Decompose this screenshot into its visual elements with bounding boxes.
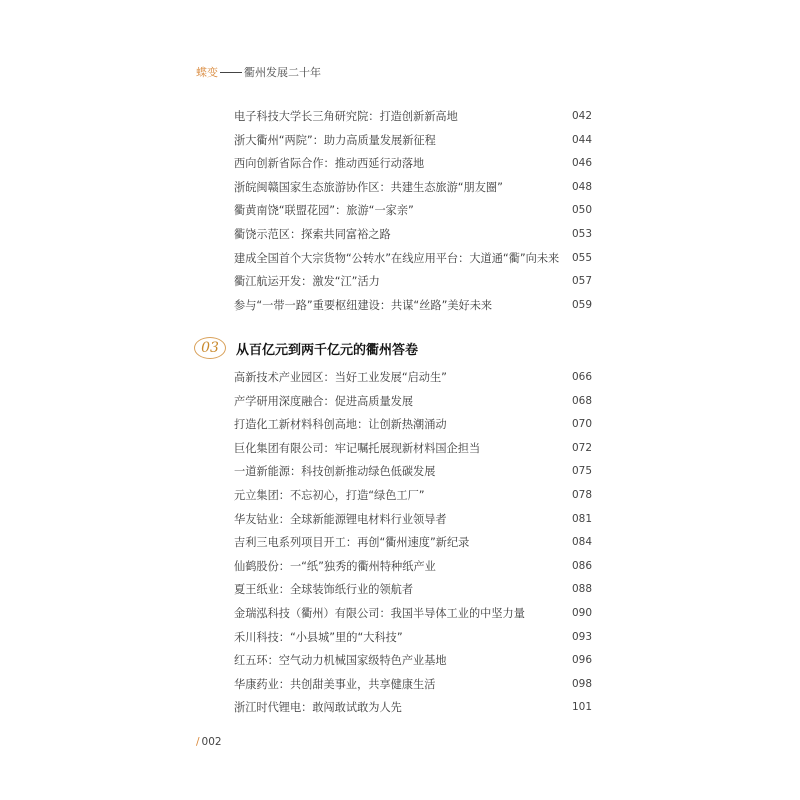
toc-entry-title: 华友钴业：全球新能源锂电材料行业领导者 [234, 512, 447, 526]
toc-entry[interactable] [234, 413, 592, 437]
footer-slash: / [196, 736, 200, 748]
toc-entry-page: 084 [571, 536, 592, 549]
toc-entry-page: 048 [571, 180, 592, 193]
toc-entry[interactable] [234, 152, 592, 176]
toc-entry-title: 巨化集团有限公司：牢记嘱托展现新材料国企担当 [234, 441, 481, 455]
toc-entry-title: 浙皖闽赣国家生态旅游协作区：共建生态旅游“朋友圈” [234, 180, 503, 194]
toc-entry-page: 078 [571, 488, 592, 501]
toc-entry-title: 金瑞泓科技（衢州）有限公司：我国半导体工业的中坚力量 [234, 606, 525, 620]
toc-entry-title: 浙江时代锂电：敢闯敢试敢为人先 [234, 701, 402, 715]
toc-entry-page: 081 [571, 512, 592, 525]
toc-entry-title: 西向创新省际合作：推动西延行动落地 [234, 157, 425, 171]
toc-entry-page: 070 [571, 418, 592, 431]
toc-list-part-b [234, 366, 592, 720]
toc-entry-title: 衢江航运开发：激发“江”活力 [234, 275, 380, 289]
toc-entry-page: 068 [571, 394, 592, 407]
section-title: 从百亿元到两千亿元的衢州答卷 [236, 342, 419, 358]
toc-entry-title: 一道新能源：科技创新推动绿色低碳发展 [234, 465, 436, 479]
toc-entry-page: 066 [571, 371, 592, 383]
toc-list-part-a [234, 105, 592, 317]
toc-entry[interactable] [234, 247, 592, 271]
toc-entry[interactable] [234, 555, 592, 579]
toc-entry-title: 禾川科技：“小县城”里的“大科技” [234, 630, 403, 644]
toc-entry-title: 建成全国首个大宗货物“公转水”在线应用平台：大道通“衢”向未来 [234, 251, 560, 265]
toc-entry-title: 电子科技大学长三角研究院：打造创新新高地 [234, 110, 458, 123]
running-header-accent: 蝶变 [196, 66, 218, 79]
toc-entry[interactable] [234, 105, 592, 129]
toc-entry-page: 098 [571, 677, 592, 690]
toc-entry[interactable] [234, 626, 592, 650]
toc-entry-page: 088 [571, 583, 592, 596]
toc-entry-title: 衢饶示范区：探索共同富裕之路 [234, 227, 391, 241]
toc-entry[interactable] [234, 294, 592, 318]
toc-entry-page: 093 [571, 630, 592, 643]
toc-entry[interactable] [234, 129, 592, 153]
toc-entry-title: 红五环：空气动力机械国家级特色产业基地 [234, 654, 447, 668]
toc-entry-page: 044 [571, 133, 592, 146]
header-dash [220, 72, 242, 73]
toc-entry[interactable] [234, 649, 592, 673]
toc-entry-title: 华康药业：共创甜美事业，共享健康生活 [234, 677, 436, 691]
toc-entry-page: 050 [571, 204, 592, 217]
toc-entry[interactable] [234, 437, 592, 461]
toc-entry-title: 衢黄南饶“联盟花园”：旅游“一家亲” [234, 204, 414, 218]
toc-entry-page: 053 [571, 227, 592, 240]
toc-entry-title: 产学研用深度融合：促进高质量发展 [234, 394, 414, 408]
toc-entry-page: 075 [571, 465, 592, 478]
toc-entry[interactable] [234, 223, 592, 247]
toc-entry-page: 086 [571, 559, 592, 572]
toc-entry[interactable] [234, 531, 592, 555]
toc-entry-page: 101 [571, 701, 592, 714]
toc-entry[interactable] [234, 366, 592, 390]
toc-entry[interactable] [234, 390, 592, 414]
toc-entry[interactable] [234, 270, 592, 294]
toc-entry-page: 055 [571, 251, 592, 264]
toc-entry-title: 仙鹤股份：一“纸”独秀的衢州特种纸产业 [234, 559, 436, 573]
toc-entry[interactable] [234, 508, 592, 532]
toc-entry[interactable] [234, 578, 592, 602]
section-number-badge: 03 [194, 337, 226, 359]
toc-entry-title: 参与“一带一路”重要枢纽建设：共谋“丝路”美好未来 [234, 298, 493, 312]
toc-entry-page: 046 [571, 157, 592, 170]
toc-entry[interactable] [234, 602, 592, 626]
page-footer [196, 736, 222, 748]
toc-entry-page: 090 [571, 606, 592, 619]
running-header-title: 衢州发展二十年 [244, 66, 321, 79]
toc-entry-title: 元立集团：不忘初心，打造“绿色工厂” [234, 488, 425, 502]
toc-entry[interactable] [234, 176, 592, 200]
toc-entry[interactable] [234, 199, 592, 223]
toc-entry[interactable] [234, 460, 592, 484]
toc-entry-title: 打造化工新材料科创高地：让创新热潮涌动 [234, 418, 447, 432]
toc-entry-title: 浙大衢州“两院”：助力高质量发展新征程 [234, 133, 436, 147]
toc-entry-title: 吉利三电系列项目开工：再创“衢州速度”新纪录 [234, 536, 470, 550]
toc-entry-title: 高新技术产业园区：当好工业发展“启动生” [234, 371, 447, 384]
footer-page-number: 002 [201, 736, 222, 748]
running-header [196, 64, 321, 80]
toc-entry-page: 072 [571, 441, 592, 454]
section-heading [194, 334, 418, 362]
toc-entry-page: 096 [571, 654, 592, 667]
toc-entry-page: 057 [571, 275, 592, 288]
toc-entry[interactable] [234, 696, 592, 720]
toc-entry-page: 042 [571, 110, 592, 122]
toc-entry[interactable] [234, 673, 592, 697]
toc-entry-page: 059 [571, 298, 592, 311]
toc-entry[interactable] [234, 484, 592, 508]
toc-entry-title: 夏王纸业：全球装饰纸行业的领航者 [234, 583, 414, 597]
